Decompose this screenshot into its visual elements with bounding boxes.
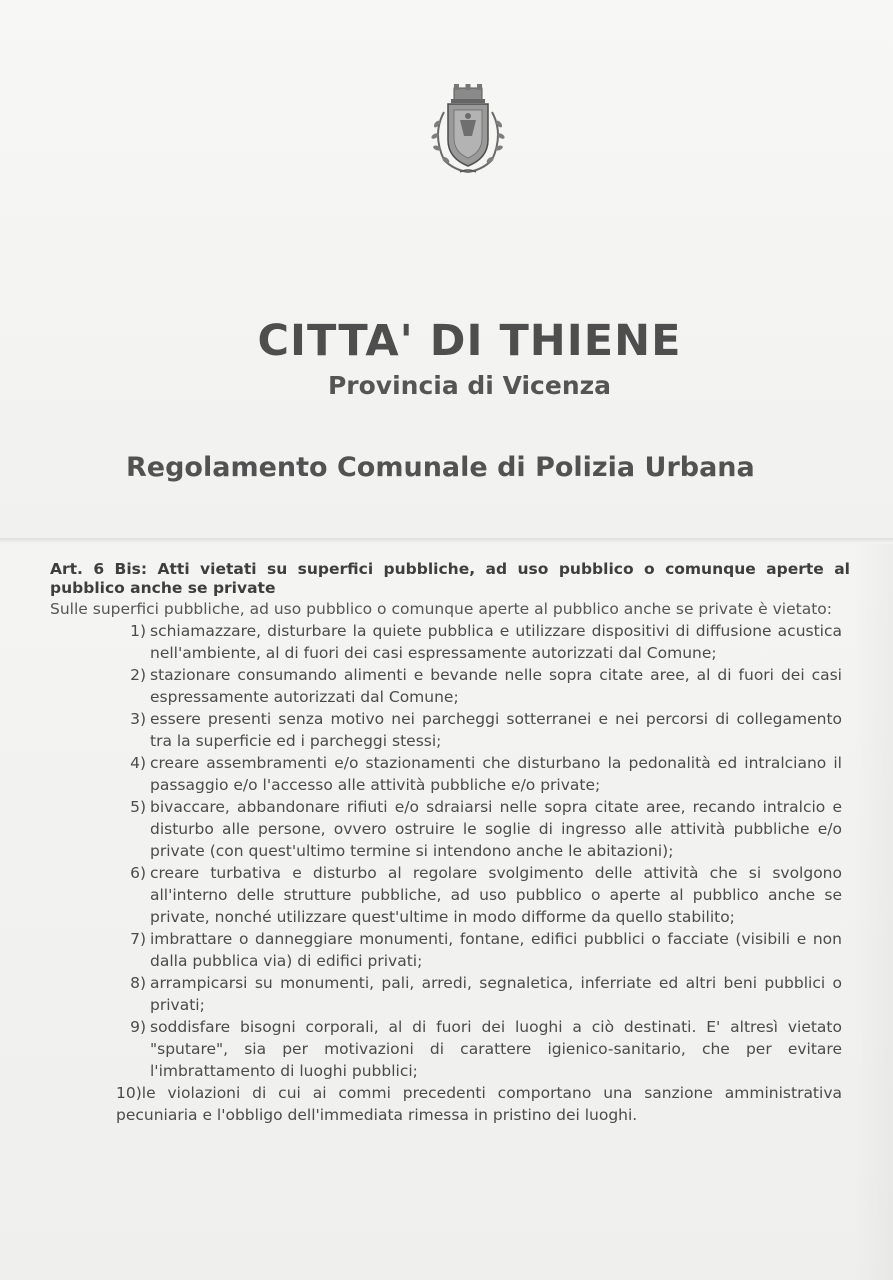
item-number: 2) xyxy=(130,666,146,684)
paper-shadow xyxy=(853,544,893,1280)
item-text: stazionare consumando alimenti e bevande nelle sopra citate aree, al di fuori dei casi espressamente autorizzati dal Comune; xyxy=(150,666,842,706)
item-number: 1) xyxy=(130,622,146,640)
list-item-10: 10)le violazioni di cui ai commi precedenti comportano una sanzione amministrativa pecuniaria e l'obbligo dell'immediata rimessa in pristino dei luoghi. xyxy=(116,1084,842,1124)
regulation-title: Regolamento Comunale di Polizia Urbana xyxy=(126,452,755,483)
item-text: creare turbativa e disturbo al regolare svolgimento delle attività che si svolgono all'interno delle strutture pubbliche, ad uso pubblico o aperte al pubblico anche se private, nonché utilizzare quest'ultime in modo difforme da quello stabilito; xyxy=(150,864,842,926)
article-section xyxy=(50,560,850,1126)
item-number: 5) xyxy=(130,798,146,816)
list-item xyxy=(50,862,850,928)
item-text: bivaccare, abbandonare rifiuti e/o sdraiarsi nelle sopra citate aree, recando intralcio e disturbo alle persone, ovvero ostruire le soglie di ingresso alle attività pubbliche e/o private (con quest'ultimo termine si intendono anche le abitazioni); xyxy=(150,798,842,860)
item-text: creare assembramenti e/o stazionamenti che disturbano la pedonalità ed intralciano il passaggio e/o l'accesso alle attività pubbliche e/o private; xyxy=(150,754,842,794)
list-item xyxy=(50,972,850,1016)
list-item xyxy=(50,664,850,708)
item-number: 3) xyxy=(130,710,146,728)
item-number: 8) xyxy=(130,974,146,992)
city-title: CITTA' DI THIENE xyxy=(257,316,682,366)
item-number: 9) xyxy=(130,1018,146,1036)
list-item xyxy=(50,928,850,972)
prohibitions-list xyxy=(50,620,850,1082)
list-item xyxy=(50,620,850,664)
list-item xyxy=(50,708,850,752)
item-number: 4) xyxy=(130,754,146,772)
article-heading: Art. 6 Bis: Atti vietati su superfici pubbliche, ad uso pubblico o comunque aperte al pubblico anche se private xyxy=(50,560,850,597)
list-item xyxy=(50,796,850,862)
item-text: arrampicarsi su monumenti, pali, arredi, segnaletica, inferriate ed altri beni pubblici o privati; xyxy=(150,974,842,1014)
item-text: essere presenti senza motivo nei parcheggi sotterranei e nei percorsi di collegamento tra la superficie ed i parcheggi stessi; xyxy=(150,710,842,750)
list-item xyxy=(50,1016,850,1082)
item-number: 7) xyxy=(130,930,146,948)
item-text: imbrattare o danneggiare monumenti, fontane, edifici pubblici o facciate (visibili e non dalla pubblica via) di edifici privati; xyxy=(150,930,842,970)
item-text: schiamazzare, disturbare la quiete pubblica e utilizzare dispositivi di diffusione acustica nell'ambiente, al di fuori dei casi espressamente autorizzati dal Comune; xyxy=(150,622,842,662)
item-number: 6) xyxy=(130,864,146,882)
article-intro: Sulle superfici pubbliche, ad uso pubblico o comunque aperte al pubblico anche se privatе è vietato: xyxy=(50,600,832,618)
list-item xyxy=(50,752,850,796)
coat-of-arms-icon xyxy=(424,84,512,176)
item-text: soddisfare bisogni corporali, al di fuori dei luoghi a ciò destinati. E' altresì vietato "sputare", sia per motivazioni di carattere igienico-sanitario, che per evitare l'imbrattamento di luoghi pubblici; xyxy=(150,1018,842,1080)
province-subtitle: Provincia di Vicenza xyxy=(327,371,612,400)
